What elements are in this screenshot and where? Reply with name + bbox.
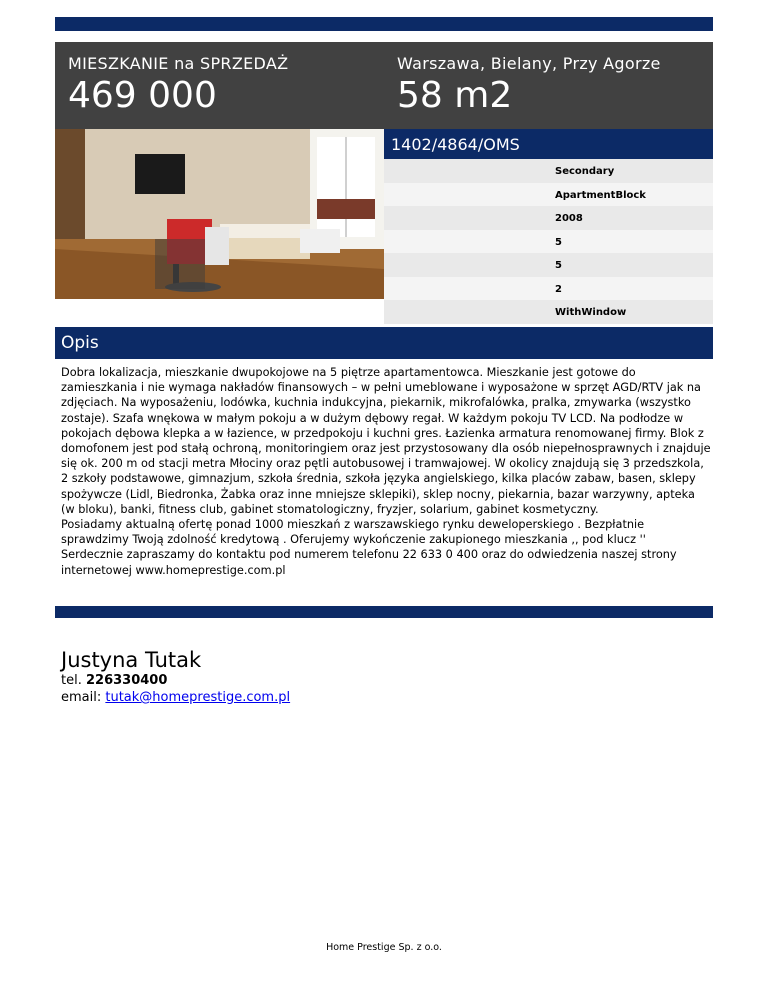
apartment-photo-illustration xyxy=(55,129,384,299)
attribute-row xyxy=(384,183,713,207)
agent-contact xyxy=(61,648,290,706)
reference-bar xyxy=(384,129,713,159)
attribute-row xyxy=(384,159,713,183)
listing-header xyxy=(55,42,713,129)
attribute-value: WithWindow xyxy=(555,307,627,318)
header-left xyxy=(68,54,288,116)
description-text xyxy=(61,365,711,578)
listing-price: 469 000 xyxy=(68,75,217,116)
phone-number: 226330400 xyxy=(85,673,168,688)
listing-area: 58 m2 xyxy=(397,75,513,116)
email-link[interactable]: tutak@homeprestige.com.pl xyxy=(105,690,291,705)
listing-type: MIESZKANIE na SPRZEDAŻ xyxy=(68,54,289,73)
listing-location: Warszawa, Bielany, Przy Agorze xyxy=(397,54,661,73)
reference-number: 1402/4864/OMS xyxy=(391,135,520,154)
phone-label: tel. xyxy=(61,673,82,688)
description-paragraph: Posiadamy aktualną ofertę ponad 1000 mieszkań z warszawskiego rynku deweloperskiego . Bezpłatnie sprawdzimy Twoją zdolność kredytową . Oferujemy wykończenie zakupionego mieszkania ,, pod klucz '' Serdecznie zapraszamy do kontaktu pod numerem telefonu 22 633 0 400 oraz do odwiedzenia naszej strony internetowej www.homeprestige.com.pl xyxy=(61,518,677,577)
attribute-row xyxy=(384,206,713,230)
attribute-value: 2008 xyxy=(555,213,583,224)
attribute-row xyxy=(384,253,713,277)
attribute-value: 5 xyxy=(555,260,562,271)
description-heading-bar xyxy=(55,327,713,359)
attribute-value: 2 xyxy=(555,283,562,295)
attributes-table xyxy=(384,159,713,324)
description-paragraph: Dobra lokalizacja, mieszkanie dwupokojowe na 5 piętrze apartamentowca. Mieszkanie jest gotowe do zamieszkania i nie wymaga nakładów finansowych – w pełni umeblowane i wyposażone w sprzęt AGD/RTV jak na zdjęciach. Na wyposażeniu, lodówka, kuchnia indukcyjna, piekarnik, mikrofalówka, pralka, zmywarka (wszystko zostaje). Szafa wnękowa w małym pokoju a w dużym dębowy regał. W każdym pokoju TV LCD. Na podłodze w pokojach dębowa klepka a w łazience, w przedpokoju i kuchni gres. Łazienka armatura renomowanej firmy. Blok z domofonem jest pod stałą ochroną, monitoringiem oraz jest przystosowany dla osób niepełnosprawnych i znajduje się ok. 200 m od stacji metra Młociny oraz pętli autobusowej i tramwajowej. W okolicy znajdują się 3 przedszkola, 2 szkoły podstawowe, gimnazjum, szkoła średnia, szkoła języka angielskiego, kilka placów zabaw, basen, sklepy spożywcze (Lidl, Biedronka, Żabka oraz inne mniejsze sklepiki), sklep nocny, piekarnia, bazar warzywny, apteka (w bloku), banki, fitness club, gabinet stomatologiczny, fryzjer, solarium, gabinet kosmetyczny. xyxy=(61,366,711,516)
description-heading: Opis xyxy=(61,333,99,353)
attribute-value: 5 xyxy=(555,236,562,248)
attribute-row xyxy=(384,277,713,301)
attribute-value: Secondary xyxy=(555,166,615,177)
bottom-divider-bar xyxy=(55,606,713,618)
attribute-row xyxy=(384,230,713,254)
agent-phone xyxy=(61,672,290,689)
attribute-value: ApartmentBlock xyxy=(555,189,646,201)
header-right xyxy=(397,54,661,116)
attribute-row xyxy=(384,300,713,324)
agent-email xyxy=(61,689,290,706)
agent-name: Justyna Tutak xyxy=(61,648,202,672)
apartment-photo xyxy=(55,129,384,299)
top-divider-bar xyxy=(55,17,713,31)
email-label: email: xyxy=(61,690,102,705)
footer-company: Home Prestige Sp. z o.o. xyxy=(326,942,442,953)
